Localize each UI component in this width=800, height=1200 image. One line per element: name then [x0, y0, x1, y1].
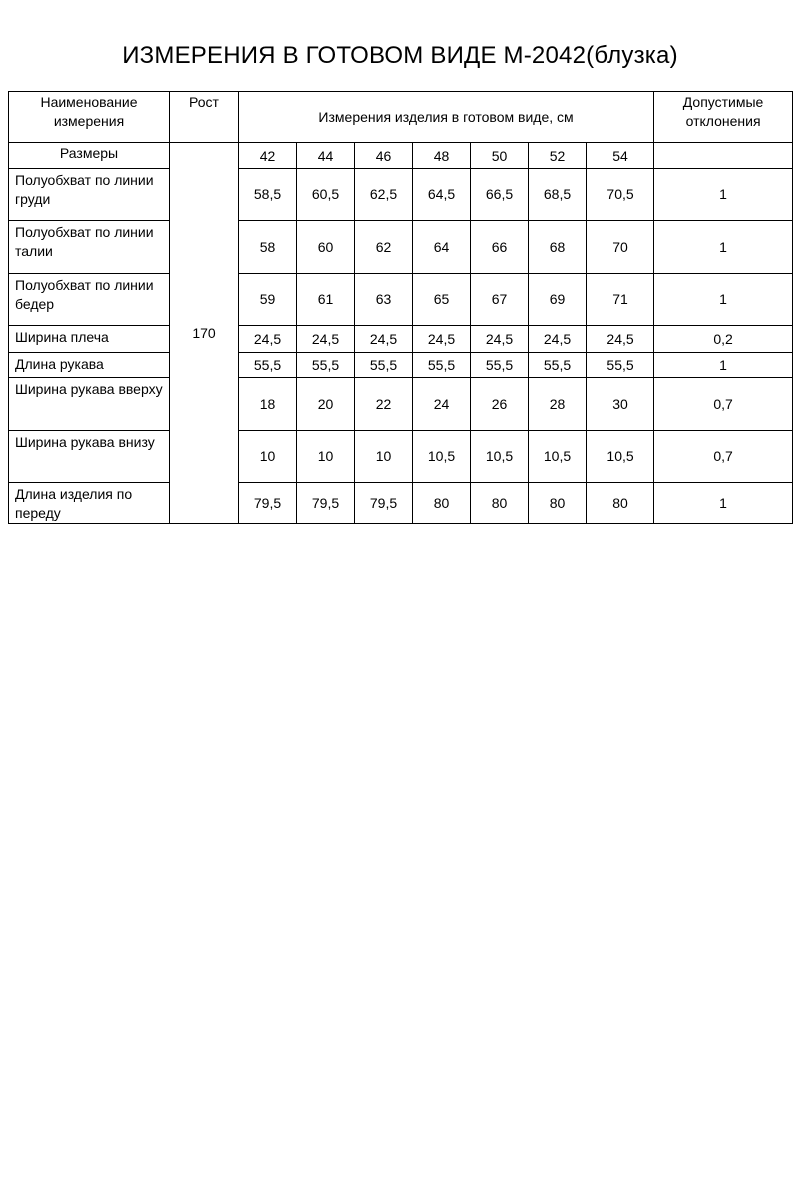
- value-cell: 64,5: [413, 169, 471, 221]
- value-cell: 68: [529, 221, 587, 274]
- value-cell: 66: [471, 221, 529, 274]
- value-cell: 55,5: [355, 353, 413, 378]
- value-cell: 64: [413, 221, 471, 274]
- value-cell: 80: [587, 483, 654, 524]
- value-cell: 26: [471, 378, 529, 431]
- header-tolerance-cell: Допустимые отклонения: [654, 92, 793, 143]
- row-name-cell: Ширина рукава вверху: [9, 378, 170, 431]
- tolerance-cell: 0,7: [654, 431, 793, 483]
- table-row: [9, 169, 793, 221]
- tolerance-cell: 1: [654, 169, 793, 221]
- value-cell: 24,5: [239, 326, 297, 353]
- value-cell: 24,5: [587, 326, 654, 353]
- value-cell: 71: [587, 274, 654, 326]
- table-row: [9, 431, 793, 483]
- value-cell: 10,5: [529, 431, 587, 483]
- table-row: [9, 378, 793, 431]
- value-cell: 62,5: [355, 169, 413, 221]
- value-cell: 66,5: [471, 169, 529, 221]
- size-cell: 42: [239, 143, 297, 169]
- table-row: [9, 326, 793, 353]
- value-cell: 65: [413, 274, 471, 326]
- value-cell: 55,5: [529, 353, 587, 378]
- value-cell: 30: [587, 378, 654, 431]
- value-cell: 80: [413, 483, 471, 524]
- header-name-cell: Наименование измерения: [9, 92, 170, 143]
- value-cell: 70,5: [587, 169, 654, 221]
- size-cell: 46: [355, 143, 413, 169]
- value-cell: 80: [471, 483, 529, 524]
- tolerance-cell: 1: [654, 221, 793, 274]
- sizes-row: [9, 143, 793, 169]
- empty-tolerance-cell: [654, 143, 793, 169]
- value-cell: 22: [355, 378, 413, 431]
- value-cell: 61: [297, 274, 355, 326]
- value-cell: 60,5: [297, 169, 355, 221]
- page-title: ИЗМЕРЕНИЯ В ГОТОВОМ ВИДЕ М-2042(блузка): [122, 42, 678, 69]
- value-cell: 60: [297, 221, 355, 274]
- value-cell: 69: [529, 274, 587, 326]
- table-row: [9, 221, 793, 274]
- value-cell: 67: [471, 274, 529, 326]
- header-growth-cell: Рост: [170, 92, 239, 143]
- row-name-cell: Длина рукава: [9, 353, 170, 378]
- value-cell: 70: [587, 221, 654, 274]
- value-cell: 63: [355, 274, 413, 326]
- value-cell: 55,5: [239, 353, 297, 378]
- tolerance-cell: 0,2: [654, 326, 793, 353]
- value-cell: 24,5: [529, 326, 587, 353]
- value-cell: 10: [355, 431, 413, 483]
- value-cell: 28: [529, 378, 587, 431]
- value-cell: 24,5: [297, 326, 355, 353]
- row-name-cell: Ширина рукава внизу: [9, 431, 170, 483]
- row-name-cell: Ширина плеча: [9, 326, 170, 353]
- value-cell: 55,5: [587, 353, 654, 378]
- value-cell: 24,5: [355, 326, 413, 353]
- value-cell: 80: [529, 483, 587, 524]
- value-cell: 10: [239, 431, 297, 483]
- value-cell: 10,5: [587, 431, 654, 483]
- size-cell: 52: [529, 143, 587, 169]
- value-cell: 79,5: [297, 483, 355, 524]
- value-cell: 55,5: [297, 353, 355, 378]
- table-row: [9, 483, 793, 524]
- sizes-label-cell: Размеры: [9, 143, 170, 169]
- size-cell: 48: [413, 143, 471, 169]
- value-cell: 68,5: [529, 169, 587, 221]
- row-name-cell: Длина изделия по переду: [9, 483, 170, 524]
- value-cell: 62: [355, 221, 413, 274]
- growth-value-cell: 170: [170, 143, 239, 524]
- measurements-table: [8, 91, 793, 524]
- table-row: [9, 274, 793, 326]
- header-row: [9, 92, 793, 143]
- row-name-cell: Полуобхват по линии груди: [9, 169, 170, 221]
- value-cell: 58: [239, 221, 297, 274]
- value-cell: 10,5: [471, 431, 529, 483]
- tolerance-cell: 1: [654, 483, 793, 524]
- value-cell: 10,5: [413, 431, 471, 483]
- tolerance-cell: 0,7: [654, 378, 793, 431]
- value-cell: 18: [239, 378, 297, 431]
- value-cell: 79,5: [355, 483, 413, 524]
- tolerance-cell: 1: [654, 274, 793, 326]
- header-measurements-cell: Измерения изделия в готовом виде, см: [239, 92, 654, 143]
- row-name-cell: Полуобхват по линии бедер: [9, 274, 170, 326]
- value-cell: 79,5: [239, 483, 297, 524]
- value-cell: 55,5: [471, 353, 529, 378]
- value-cell: 10: [297, 431, 355, 483]
- value-cell: 59: [239, 274, 297, 326]
- value-cell: 58,5: [239, 169, 297, 221]
- value-cell: 24,5: [471, 326, 529, 353]
- size-cell: 44: [297, 143, 355, 169]
- size-cell: 50: [471, 143, 529, 169]
- value-cell: 20: [297, 378, 355, 431]
- value-cell: 24: [413, 378, 471, 431]
- row-name-cell: Полуобхват по линии талии: [9, 221, 170, 274]
- value-cell: 24,5: [413, 326, 471, 353]
- tolerance-cell: 1: [654, 353, 793, 378]
- value-cell: 55,5: [413, 353, 471, 378]
- size-cell: 54: [587, 143, 654, 169]
- table-row: [9, 353, 793, 378]
